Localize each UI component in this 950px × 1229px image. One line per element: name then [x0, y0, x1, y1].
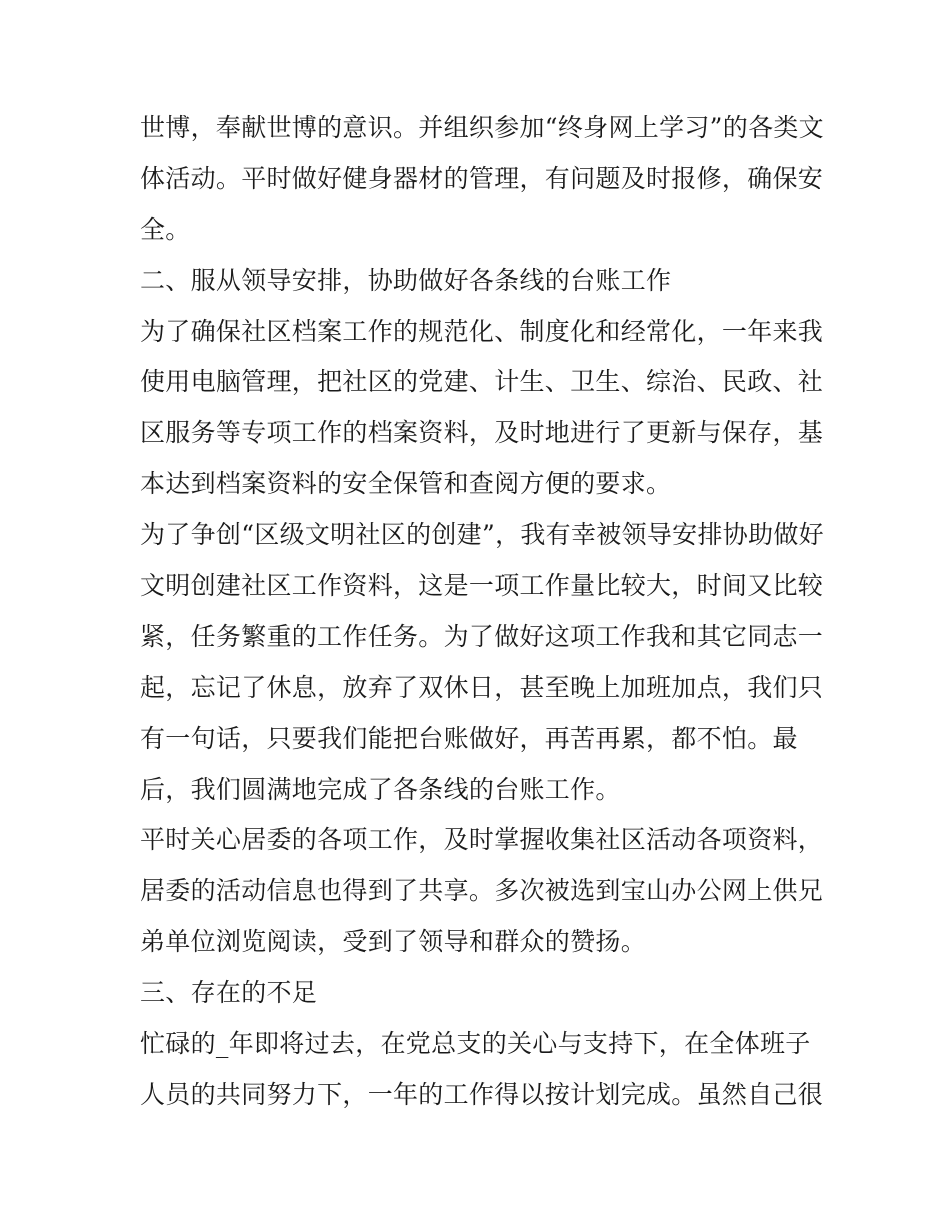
text-line: 为了确保社区档案工作的规范化、制度化和经常化，一年来我 — [140, 316, 824, 346]
section-heading-2: 二、服从领导安排，协助做好各条线的台账工作 — [140, 265, 672, 295]
text-line: 忙碌的_年即将过去，在党总支的关心与支持下，在全体班子 — [140, 1029, 811, 1059]
text-line: 全。 — [140, 214, 191, 244]
text-line: 弟单位浏览阅读，受到了领导和群众的赞扬。 — [140, 927, 647, 957]
text-line: 平时关心居委的各项工作，及时掌握收集社区活动各项资料， — [140, 825, 824, 855]
document-body — [140, 103, 824, 1121]
text-line: 起，忘记了休息，放弃了双休日，甚至晚上加班加点，我们只 — [140, 672, 824, 702]
text-line: 为了争创“区级文明社区的创建”，我有幸被领导安排协助做好 — [140, 520, 824, 550]
text-line: 人员的共同努力下，一年的工作得以按计划完成。虽然自己很 — [140, 1079, 824, 1109]
text-line: 居委的活动信息也得到了共享。多次被选到宝山办公网上供兄 — [140, 876, 824, 906]
text-line: 世博，奉献世博的意识。并组织参加“终身网上学习”的各类文 — [140, 113, 824, 142]
text-line: 紧，任务繁重的工作任务。为了做好这项工作我和其它同志一 — [140, 621, 824, 651]
section-heading-3: 三、存在的不足 — [140, 978, 318, 1008]
text-line: 体活动。平时做好健身器材的管理，有问题及时报修，确保安 — [140, 163, 824, 193]
text-line: 使用电脑管理，把社区的党建、计生、卫生、综治、民政、社 — [140, 367, 824, 397]
text-line: 后，我们圆满地完成了各条线的台账工作。 — [140, 774, 621, 804]
text-line: 本达到档案资料的安全保管和查阅方便的要求。 — [140, 469, 672, 499]
text-line: 区服务等专项工作的档案资料，及时地进行了更新与保存，基 — [140, 418, 824, 448]
text-line: 有一句话，只要我们能把台账做好，再苦再累，都不怕。最 — [140, 723, 798, 753]
text-line: 文明创建社区工作资料，这是一项工作量比较大，时间又比较 — [140, 571, 824, 601]
